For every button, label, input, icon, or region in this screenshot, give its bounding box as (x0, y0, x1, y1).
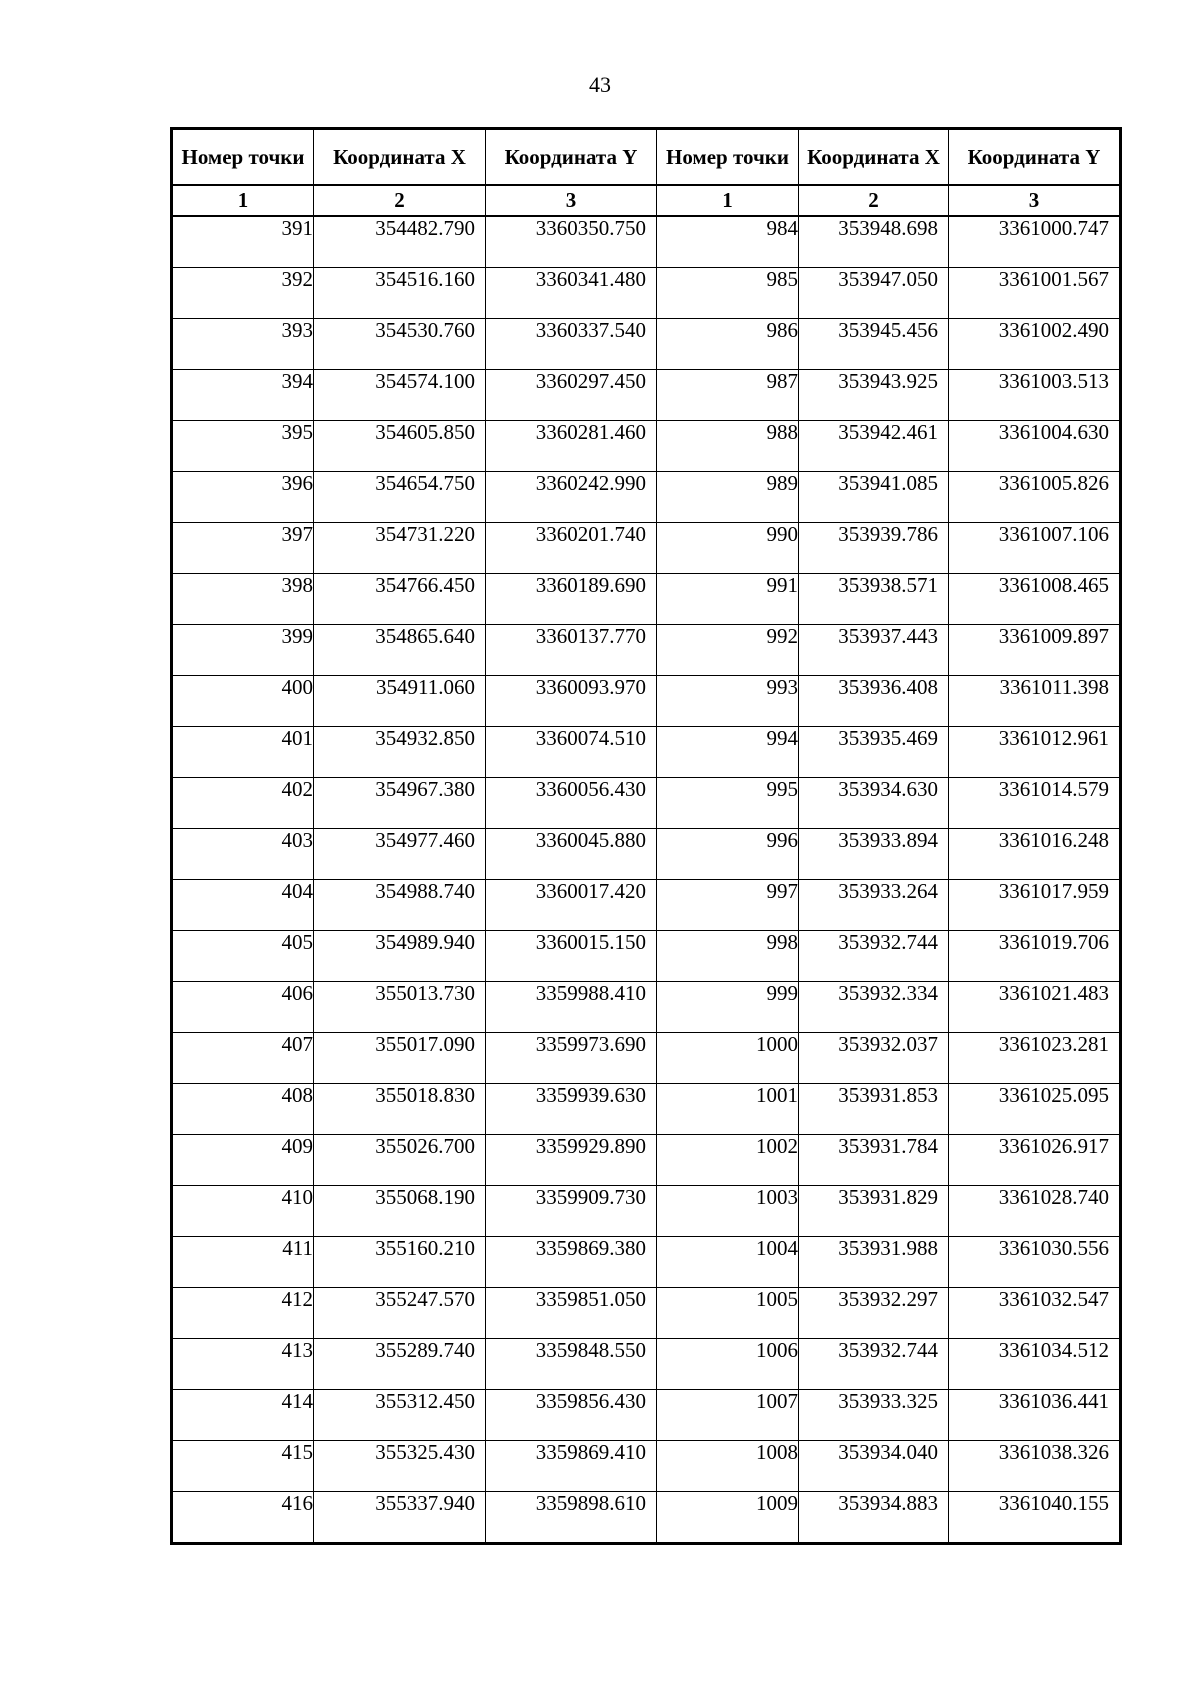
point-number-cell: 391 (172, 216, 314, 268)
point-number-cell: 405 (172, 931, 314, 982)
coordinate-x-cell: 355018.830 (314, 1084, 486, 1135)
table-row (172, 778, 1121, 829)
point-number-cell: 408 (172, 1084, 314, 1135)
coordinate-x-cell: 353932.744 (799, 1339, 949, 1390)
point-number-cell: 986 (657, 319, 799, 370)
point-number-cell: 999 (657, 982, 799, 1033)
coordinate-x-cell: 354865.640 (314, 625, 486, 676)
coordinate-y-cell: 3361038.326 (949, 1441, 1121, 1492)
coordinate-x-cell: 353943.925 (799, 370, 949, 421)
point-number-cell: 1001 (657, 1084, 799, 1135)
coordinate-y-cell: 3361000.747 (949, 216, 1121, 268)
coordinate-x-cell: 353931.784 (799, 1135, 949, 1186)
coordinate-x-cell: 353939.786 (799, 523, 949, 574)
table-row (172, 1186, 1121, 1237)
table-row (172, 625, 1121, 676)
coordinate-x-cell: 353948.698 (799, 216, 949, 268)
coordinate-y-cell: 3360201.740 (486, 523, 657, 574)
coordinate-x-cell: 355289.740 (314, 1339, 486, 1390)
point-number-cell: 1000 (657, 1033, 799, 1084)
coordinate-y-cell: 3360350.750 (486, 216, 657, 268)
coordinate-x-cell: 354967.380 (314, 778, 486, 829)
header-coordinate-x: Координата X (799, 129, 949, 186)
column-number: 2 (799, 185, 949, 216)
coordinates-table (170, 127, 1122, 1545)
coordinate-y-cell: 3360297.450 (486, 370, 657, 421)
point-number-cell: 414 (172, 1390, 314, 1441)
table-row (172, 1441, 1121, 1492)
coordinate-x-cell: 354482.790 (314, 216, 486, 268)
coordinate-x-cell: 353934.040 (799, 1441, 949, 1492)
table-row (172, 829, 1121, 880)
coordinate-x-cell: 354530.760 (314, 319, 486, 370)
table-row (172, 1084, 1121, 1135)
coordinate-y-cell: 3359848.550 (486, 1339, 657, 1390)
point-number-cell: 991 (657, 574, 799, 625)
coordinate-x-cell: 355247.570 (314, 1288, 486, 1339)
column-number: 3 (486, 185, 657, 216)
coordinate-x-cell: 353931.829 (799, 1186, 949, 1237)
header-coordinate-x: Координата X (314, 129, 486, 186)
point-number-cell: 985 (657, 268, 799, 319)
coordinate-x-cell: 354766.450 (314, 574, 486, 625)
coordinate-x-cell: 355312.450 (314, 1390, 486, 1441)
coordinate-y-cell: 3359988.410 (486, 982, 657, 1033)
point-number-cell: 399 (172, 625, 314, 676)
coordinate-x-cell: 353936.408 (799, 676, 949, 727)
coordinate-y-cell: 3361001.567 (949, 268, 1121, 319)
table-row (172, 1135, 1121, 1186)
coordinate-x-cell: 355026.700 (314, 1135, 486, 1186)
coordinate-y-cell: 3360337.540 (486, 319, 657, 370)
coordinate-y-cell: 3361028.740 (949, 1186, 1121, 1237)
point-number-cell: 413 (172, 1339, 314, 1390)
coordinate-x-cell: 355068.190 (314, 1186, 486, 1237)
table-row (172, 1390, 1121, 1441)
coordinate-x-cell: 353941.085 (799, 472, 949, 523)
point-number-cell: 404 (172, 880, 314, 931)
coordinate-y-cell: 3361025.095 (949, 1084, 1121, 1135)
point-number-cell: 995 (657, 778, 799, 829)
header-row (172, 129, 1121, 186)
coordinate-x-cell: 354977.460 (314, 829, 486, 880)
point-number-cell: 993 (657, 676, 799, 727)
coordinate-y-cell: 3360045.880 (486, 829, 657, 880)
table-row (172, 472, 1121, 523)
coordinate-x-cell: 355017.090 (314, 1033, 486, 1084)
point-number-cell: 1002 (657, 1135, 799, 1186)
point-number-cell: 416 (172, 1492, 314, 1544)
table-row (172, 1288, 1121, 1339)
coordinate-y-cell: 3360137.770 (486, 625, 657, 676)
point-number-cell: 392 (172, 268, 314, 319)
coordinate-x-cell: 354516.160 (314, 268, 486, 319)
table-row (172, 1339, 1121, 1390)
point-number-cell: 1003 (657, 1186, 799, 1237)
coordinate-y-cell: 3361004.630 (949, 421, 1121, 472)
point-number-cell: 401 (172, 727, 314, 778)
point-number-cell: 407 (172, 1033, 314, 1084)
coordinate-x-cell: 355337.940 (314, 1492, 486, 1544)
point-number-cell: 992 (657, 625, 799, 676)
point-number-cell: 410 (172, 1186, 314, 1237)
coordinate-y-cell: 3359856.430 (486, 1390, 657, 1441)
coordinate-x-cell: 354574.100 (314, 370, 486, 421)
coordinate-x-cell: 353931.988 (799, 1237, 949, 1288)
point-number-cell: 403 (172, 829, 314, 880)
point-number-cell: 396 (172, 472, 314, 523)
coordinate-y-cell: 3359939.630 (486, 1084, 657, 1135)
point-number-cell: 402 (172, 778, 314, 829)
coordinate-y-cell: 3360242.990 (486, 472, 657, 523)
point-number-cell: 994 (657, 727, 799, 778)
coordinate-y-cell: 3361019.706 (949, 931, 1121, 982)
point-number-cell: 996 (657, 829, 799, 880)
point-number-cell: 412 (172, 1288, 314, 1339)
coordinate-y-cell: 3361014.579 (949, 778, 1121, 829)
column-number: 1 (657, 185, 799, 216)
column-number: 3 (949, 185, 1121, 216)
point-number-cell: 989 (657, 472, 799, 523)
coordinate-x-cell: 353935.469 (799, 727, 949, 778)
coordinate-y-cell: 3361002.490 (949, 319, 1121, 370)
coordinate-x-cell: 353932.297 (799, 1288, 949, 1339)
coordinate-x-cell: 355325.430 (314, 1441, 486, 1492)
point-number-cell: 997 (657, 880, 799, 931)
coordinate-x-cell: 353931.853 (799, 1084, 949, 1135)
coordinate-x-cell: 353934.630 (799, 778, 949, 829)
coordinate-x-cell: 354654.750 (314, 472, 486, 523)
point-number-cell: 990 (657, 523, 799, 574)
coordinate-x-cell: 353933.325 (799, 1390, 949, 1441)
coordinate-y-cell: 3361030.556 (949, 1237, 1121, 1288)
coordinate-y-cell: 3361023.281 (949, 1033, 1121, 1084)
point-number-cell: 1007 (657, 1390, 799, 1441)
coordinate-y-cell: 3359898.610 (486, 1492, 657, 1544)
coordinate-y-cell: 3360074.510 (486, 727, 657, 778)
header-coordinate-y: Координата Y (949, 129, 1121, 186)
table-row (172, 727, 1121, 778)
point-number-cell: 395 (172, 421, 314, 472)
point-number-cell: 406 (172, 982, 314, 1033)
coordinate-y-cell: 3359929.890 (486, 1135, 657, 1186)
coordinate-y-cell: 3361017.959 (949, 880, 1121, 931)
coordinate-x-cell: 355013.730 (314, 982, 486, 1033)
point-number-cell: 1005 (657, 1288, 799, 1339)
point-number-cell: 987 (657, 370, 799, 421)
coordinate-x-cell: 353945.456 (799, 319, 949, 370)
coordinate-x-cell: 355160.210 (314, 1237, 486, 1288)
coordinate-y-cell: 3360281.460 (486, 421, 657, 472)
point-number-cell: 394 (172, 370, 314, 421)
coordinate-x-cell: 353937.443 (799, 625, 949, 676)
coordinate-y-cell: 3361012.961 (949, 727, 1121, 778)
coordinate-x-cell: 353934.883 (799, 1492, 949, 1544)
table-row (172, 1033, 1121, 1084)
point-number-cell: 1008 (657, 1441, 799, 1492)
coordinate-x-cell: 353932.037 (799, 1033, 949, 1084)
point-number-cell: 411 (172, 1237, 314, 1288)
table-row (172, 880, 1121, 931)
table-row (172, 319, 1121, 370)
coordinate-y-cell: 3361032.547 (949, 1288, 1121, 1339)
coordinate-y-cell: 3361009.897 (949, 625, 1121, 676)
table-row (172, 421, 1121, 472)
coordinate-y-cell: 3360341.480 (486, 268, 657, 319)
coordinate-y-cell: 3361016.248 (949, 829, 1121, 880)
coordinate-x-cell: 354911.060 (314, 676, 486, 727)
coordinate-y-cell: 3359973.690 (486, 1033, 657, 1084)
coordinate-x-cell: 353947.050 (799, 268, 949, 319)
coordinate-y-cell: 3361003.513 (949, 370, 1121, 421)
page-number: 43 (589, 72, 611, 97)
coordinate-y-cell: 3360189.690 (486, 574, 657, 625)
coordinate-x-cell: 354932.850 (314, 727, 486, 778)
coordinate-y-cell: 3361026.917 (949, 1135, 1121, 1186)
coordinate-y-cell: 3361007.106 (949, 523, 1121, 574)
coordinate-y-cell: 3361011.398 (949, 676, 1121, 727)
table-row (172, 574, 1121, 625)
table-header (172, 129, 1121, 217)
coordinate-y-cell: 3361005.826 (949, 472, 1121, 523)
coordinate-y-cell: 3361008.465 (949, 574, 1121, 625)
table-body (172, 216, 1121, 1544)
coordinate-y-cell: 3360056.430 (486, 778, 657, 829)
coordinate-y-cell: 3359851.050 (486, 1288, 657, 1339)
coordinate-x-cell: 353932.334 (799, 982, 949, 1033)
coordinate-x-cell: 354605.850 (314, 421, 486, 472)
coordinate-y-cell: 3359869.410 (486, 1441, 657, 1492)
table-row (172, 676, 1121, 727)
point-number-cell: 400 (172, 676, 314, 727)
coordinate-x-cell: 354989.940 (314, 931, 486, 982)
coordinate-y-cell: 3361040.155 (949, 1492, 1121, 1544)
table-row (172, 523, 1121, 574)
coordinate-y-cell: 3360015.150 (486, 931, 657, 982)
coordinate-y-cell: 3361034.512 (949, 1339, 1121, 1390)
coordinate-y-cell: 3360093.970 (486, 676, 657, 727)
point-number-cell: 398 (172, 574, 314, 625)
point-number-cell: 397 (172, 523, 314, 574)
coordinate-x-cell: 353938.571 (799, 574, 949, 625)
table-row (172, 370, 1121, 421)
table-row (172, 931, 1121, 982)
point-number-cell: 988 (657, 421, 799, 472)
coordinate-x-cell: 353933.894 (799, 829, 949, 880)
table-row (172, 268, 1121, 319)
point-number-cell: 1006 (657, 1339, 799, 1390)
coordinate-x-cell: 353942.461 (799, 421, 949, 472)
coordinate-y-cell: 3359869.380 (486, 1237, 657, 1288)
point-number-cell: 1009 (657, 1492, 799, 1544)
table-row (172, 1492, 1121, 1544)
point-number-cell: 415 (172, 1441, 314, 1492)
coordinate-y-cell: 3359909.730 (486, 1186, 657, 1237)
point-number-cell: 998 (657, 931, 799, 982)
header-coordinate-y: Координата Y (486, 129, 657, 186)
table-row (172, 216, 1121, 268)
header-point-number: Номер точки (172, 129, 314, 186)
point-number-cell: 409 (172, 1135, 314, 1186)
coordinate-x-cell: 354988.740 (314, 880, 486, 931)
header-point-number: Номер точки (657, 129, 799, 186)
coordinate-y-cell: 3361021.483 (949, 982, 1121, 1033)
coordinate-x-cell: 353933.264 (799, 880, 949, 931)
coordinate-x-cell: 353932.744 (799, 931, 949, 982)
coordinate-x-cell: 354731.220 (314, 523, 486, 574)
coordinate-y-cell: 3361036.441 (949, 1390, 1121, 1441)
column-number: 1 (172, 185, 314, 216)
point-number-cell: 1004 (657, 1237, 799, 1288)
table-row (172, 982, 1121, 1033)
point-number-cell: 984 (657, 216, 799, 268)
table-row (172, 1237, 1121, 1288)
column-number: 2 (314, 185, 486, 216)
point-number-cell: 393 (172, 319, 314, 370)
column-number-row (172, 185, 1121, 216)
coordinate-y-cell: 3360017.420 (486, 880, 657, 931)
